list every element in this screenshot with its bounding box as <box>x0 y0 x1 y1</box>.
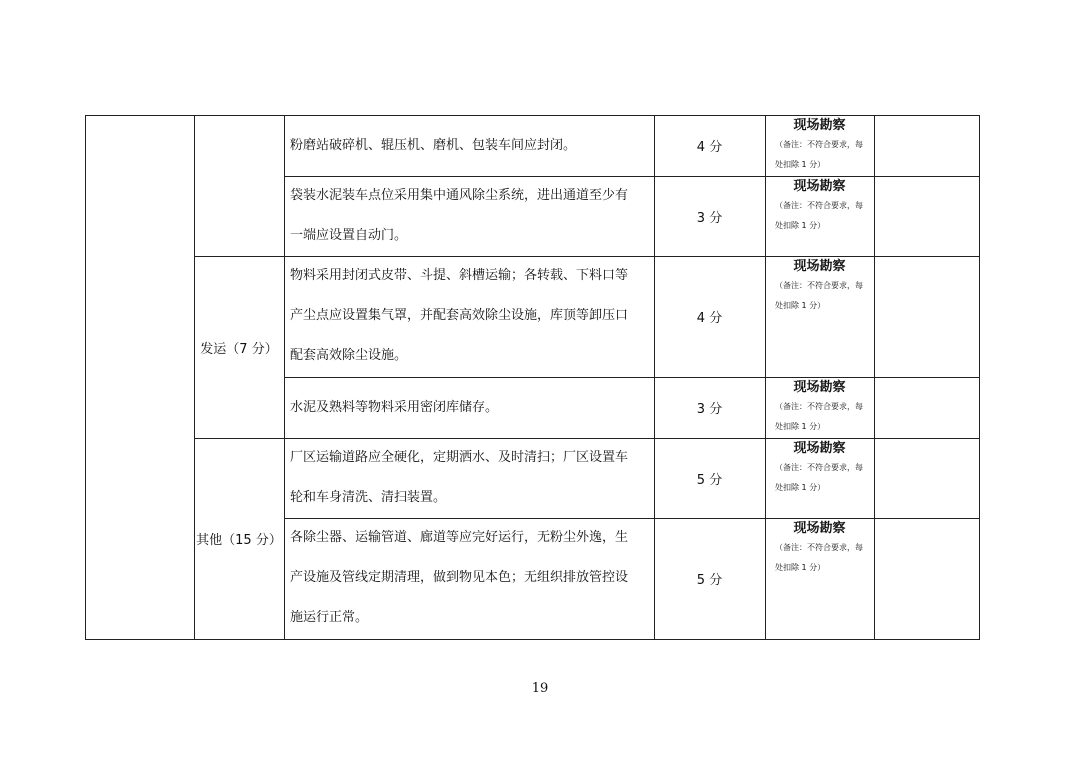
requirement-line: 厂区运输道路应全硬化，定期洒水、及时清扫；厂区设置车 <box>290 450 629 465</box>
requirement-line: 袋装水泥装车点位采用集中通风除尘系统，进出通道至少有 <box>290 188 629 203</box>
requirement-line: 配套高效除尘设施。 <box>290 348 408 363</box>
method-cell <box>765 115 874 176</box>
score-cell: 5 分 <box>696 573 723 588</box>
method-title: 现场勘察 <box>793 259 846 274</box>
requirement-line: 一端应设置自动门。 <box>290 228 408 243</box>
requirement-line: 施运行正常。 <box>290 610 369 625</box>
method-note: （备注：不符合要求，每 <box>775 281 863 290</box>
method-cell <box>765 438 874 518</box>
category-dispatch: 发运（7 分） <box>200 341 278 357</box>
table-border-right <box>979 115 980 640</box>
requirement-line: 产尘点应设置集气罩，并配套高效除尘设施，库顶等卸压口 <box>290 308 629 323</box>
method-cell <box>765 518 874 639</box>
requirement-line: 各除尘器、运输管道、廊道等应完好运行，无粉尘外逸，生 <box>290 530 629 545</box>
method-title: 现场勘察 <box>793 380 846 395</box>
requirement-cell <box>284 256 654 377</box>
method-title: 现场勘察 <box>793 521 846 536</box>
method-cell <box>765 176 874 256</box>
requirement-line: 物料采用封闭式皮带、斗提、斜槽运输；各转载、下料口等 <box>290 268 629 283</box>
method-note: （备注：不符合要求，每 <box>775 140 863 149</box>
method-note: （备注：不符合要求，每 <box>775 543 863 552</box>
score-cell: 4 分 <box>696 311 723 326</box>
score-cell: 3 分 <box>696 210 723 226</box>
category-other: 其他（15 分） <box>196 533 282 548</box>
assessment-table <box>85 115 980 640</box>
requirement-cell <box>284 176 654 256</box>
col-divider <box>874 115 875 640</box>
requirement-line: 轮和车身清洗、清扫装置。 <box>290 490 447 505</box>
requirement-cell <box>284 115 654 176</box>
method-note: 处扣除 1 分） <box>775 563 826 572</box>
method-note: 处扣除 1 分） <box>775 422 826 431</box>
method-note: （备注：不符合要求，每 <box>775 463 863 472</box>
requirement-cell <box>284 518 654 639</box>
table-border-bottom <box>85 639 980 640</box>
method-note: 处扣除 1 分） <box>775 160 826 169</box>
requirement-cell <box>284 438 654 518</box>
method-note: （备注：不符合要求，每 <box>775 201 863 210</box>
score-cell: 5 分 <box>696 472 723 488</box>
method-note: 处扣除 1 分） <box>775 301 826 310</box>
requirement-line: 产设施及管线定期清理，做到物见本色；无组织排放管控设 <box>290 570 629 585</box>
page-number: 19 <box>531 681 549 696</box>
score-cell: 3 分 <box>696 402 723 417</box>
method-title: 现场勘察 <box>793 441 846 456</box>
method-note: 处扣除 1 分） <box>775 483 826 492</box>
method-title: 现场勘察 <box>793 179 846 194</box>
method-cell <box>765 377 874 438</box>
method-cell <box>765 256 874 377</box>
score-cell: 4 分 <box>696 140 723 155</box>
method-note: 处扣除 1 分） <box>775 221 826 230</box>
requirement-text: 粉磨站破碎机、辊压机、磨机、包装车间应封闭。 <box>290 137 577 153</box>
method-title: 现场勘察 <box>793 118 846 133</box>
method-note: （备注：不符合要求，每 <box>775 402 863 411</box>
table-border-left <box>85 115 86 640</box>
requirement-text: 水泥及熟料等物料采用密闭库储存。 <box>290 399 499 415</box>
requirement-cell <box>284 377 654 438</box>
